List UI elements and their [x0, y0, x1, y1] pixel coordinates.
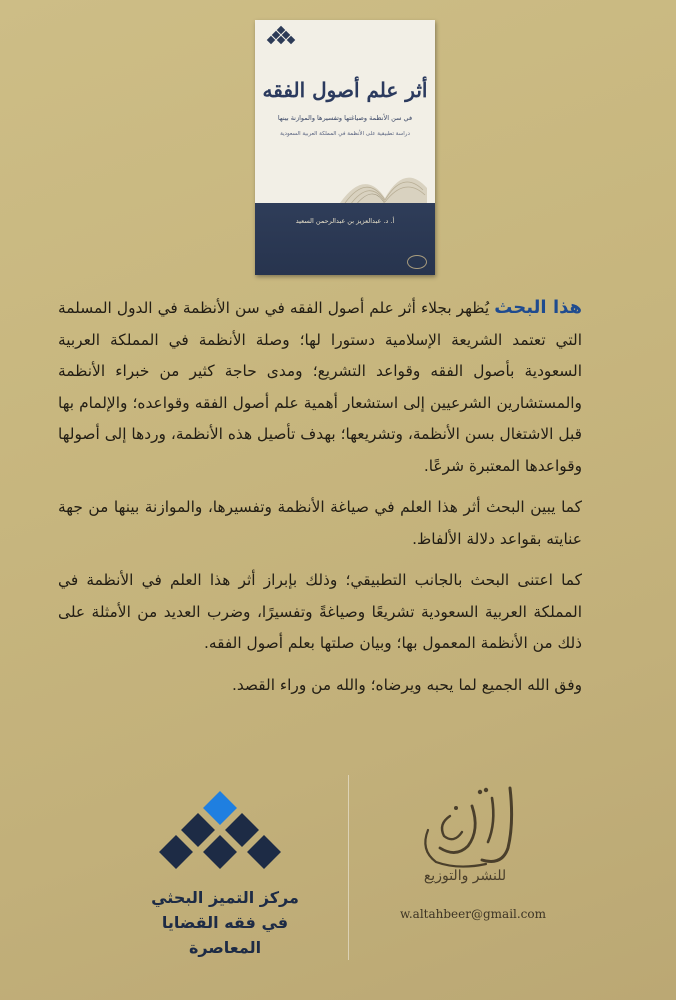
logo-diamond-accent — [203, 791, 237, 825]
description-heading: هذا البحث — [494, 297, 582, 318]
publisher-email: w.altahbeer@gmail.com — [400, 907, 547, 921]
logo-diamond — [225, 813, 259, 847]
publisher-tagline: للنشر والتوزيع — [423, 868, 507, 884]
book-cover-lower — [255, 203, 435, 275]
footer-divider — [348, 775, 349, 960]
book-subtitle: في سن الأنظمة وصياغتها وتفسيرها والموازنة بينها — [277, 114, 413, 122]
description-paragraph-1 — [58, 292, 582, 482]
research-center-name — [140, 885, 310, 960]
description-text-1: يُظهر بجلاء أثر علم أصول الفقه في سن الأنظمة في الدول المسلمة التي تعتمد الشريعة الإسلامية دستورا لها؛ وصلة الأنظمة في المملكة العربية السعودية بأصول الفقه وقواعد التشريع؛ ومدى حاجة كثير من خبراء الأنظمة والمستشارين الشرعيين إلى استشعار أهمية علم أصول الفقه وقواعده؛ والإلمام بها قبل الاشتغال بسن الأنظمة، وتشريعها؛ بهدف تأصيل هذه الأنظمة، وردها إلى أصولها وقواعدها المعتبرة شرعًا. — [58, 299, 582, 475]
logo-diamond — [247, 835, 281, 869]
publisher-calligraphy-logo — [410, 778, 530, 873]
book-title: أثر علم أصول الفقه — [262, 78, 428, 102]
publisher-small-emblem — [407, 255, 427, 269]
description-paragraph-2: كما يبين البحث أثر هذا العلم في صياغة الأنظمة وتفسيرها، والموازنة بينها من جهة عنايته بقواعد دلالة الألفاظ. — [58, 498, 582, 548]
research-center-small-logo — [263, 26, 299, 48]
description-paragraph-3: كما اعتنى البحث بالجانب التطبيقي؛ وذلك بإبراز أثر هذا العلم في الأنظمة في المملكة العربية السعودية تشريعًا وصياغةً وتفسيرًا، وضرب العديد من الأمثلة على ذلك من الأنظمة المعمول بها؛ وبيان صلتها بعلم أصول الفقه. — [58, 571, 582, 652]
open-book-image — [335, 148, 430, 208]
book-subtitle-secondary: دراسة تطبيقية على الأنظمة في المملكة العربية السعودية — [280, 131, 410, 137]
research-center-logo — [130, 790, 310, 880]
logo-diamond — [181, 813, 215, 847]
book-cover-thumbnail — [255, 20, 435, 275]
book-description — [58, 292, 582, 711]
research-center-name-line2: في فقه القضايا المعاصرة — [161, 913, 289, 957]
book-author: أ. د. عبدالعزيز بن عبدالرحمن السعيد — [295, 217, 395, 225]
logo-diamond — [159, 835, 193, 869]
book-cover-upper — [255, 20, 435, 205]
description-closing: وفق الله الجميع لما يحبه ويرضاه؛ والله من وراء القصد. — [231, 675, 582, 694]
logo-diamond — [203, 835, 237, 869]
research-center-name-line1: مركز التميز البحثي — [151, 888, 299, 907]
